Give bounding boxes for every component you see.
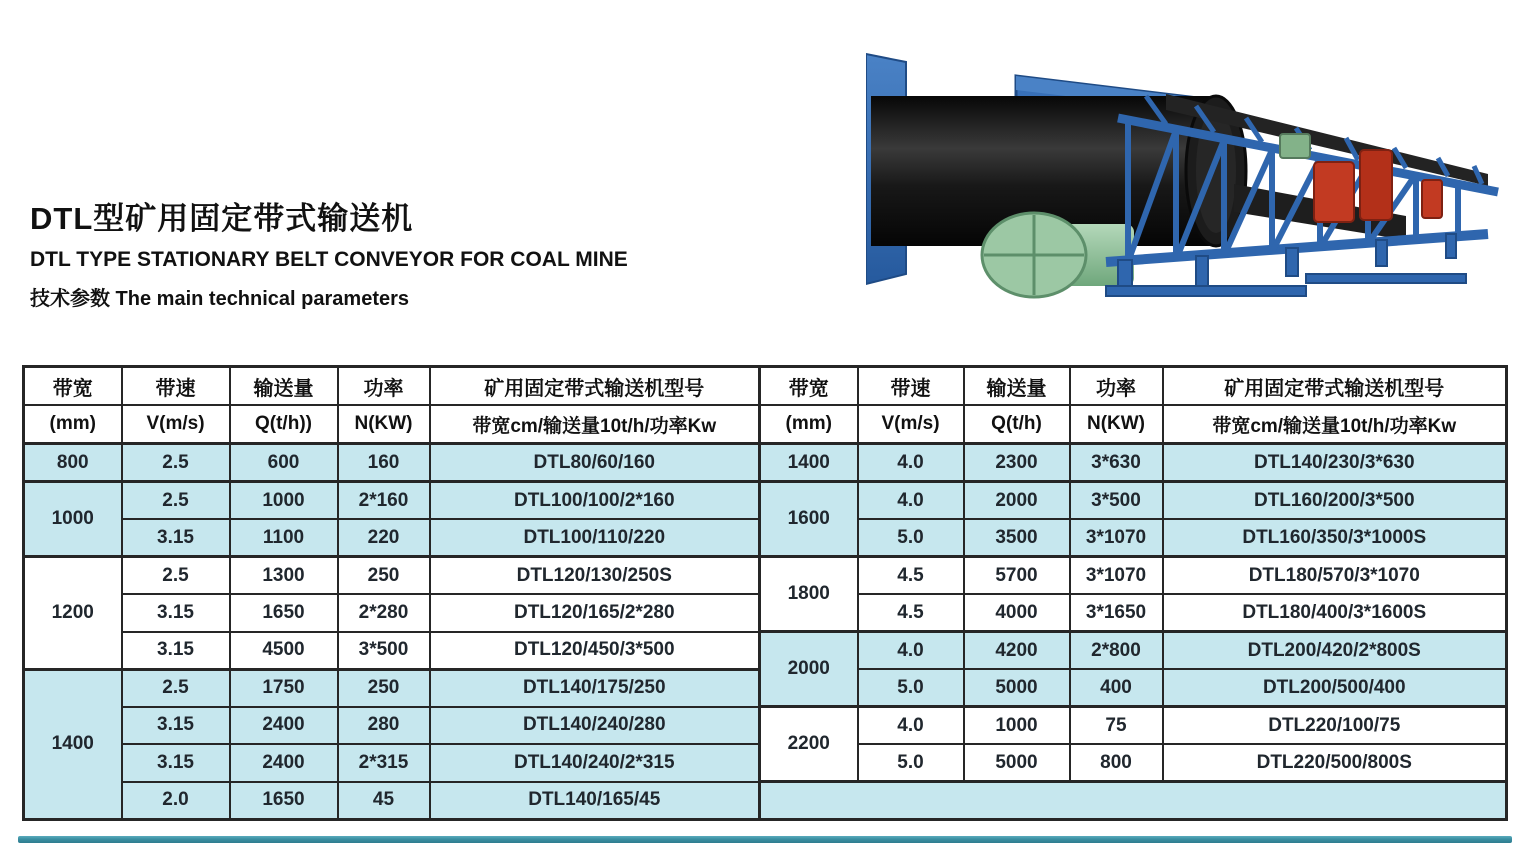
model-cell: DTL120/450/3*500 xyxy=(430,632,760,670)
header-cell: 带宽 xyxy=(24,367,122,406)
table-units-row xyxy=(24,405,1507,444)
belt-width-cell: 1600 xyxy=(760,482,858,557)
table-row xyxy=(24,444,1507,482)
speed-cell: 5.0 xyxy=(858,669,964,707)
capacity-cell: 2000 xyxy=(964,482,1070,520)
parameters-table-body xyxy=(24,444,1507,820)
power-cell: 2*280 xyxy=(338,594,430,632)
capacity-cell: 1650 xyxy=(230,594,338,632)
unit-header-cell: Q(t/h) xyxy=(964,405,1070,444)
header-cell: 矿用固定带式输送机型号 xyxy=(1163,367,1507,406)
capacity-cell: 2400 xyxy=(230,707,338,745)
capacity-cell: 1650 xyxy=(230,782,338,820)
capacity-cell: 600 xyxy=(230,444,338,482)
model-cell: DTL140/175/250 xyxy=(430,669,760,707)
capacity-cell: 1750 xyxy=(230,669,338,707)
table-row xyxy=(24,782,1507,820)
speed-cell: 3.15 xyxy=(122,707,230,745)
speed-cell: 2.5 xyxy=(122,482,230,520)
unit-header-cell: 带宽cm/输送量10t/h/功率Kw xyxy=(430,405,760,444)
capacity-cell: 2400 xyxy=(230,744,338,782)
conveyor-illustration xyxy=(866,34,1516,304)
table-row xyxy=(24,482,1507,520)
power-cell: 2*160 xyxy=(338,482,430,520)
model-cell: DTL120/165/2*280 xyxy=(430,594,760,632)
table-row xyxy=(24,557,1507,595)
power-cell: 800 xyxy=(1070,744,1163,782)
capacity-cell: 4500 xyxy=(230,632,338,670)
model-cell: DTL140/240/280 xyxy=(430,707,760,745)
page-title-en: DTL TYPE STATIONARY BELT CONVEYOR FOR COAL MINE xyxy=(30,247,628,271)
model-cell: DTL140/165/45 xyxy=(430,782,760,820)
unit-header-cell: N(KW) xyxy=(1070,405,1163,444)
header-cell: 输送量 xyxy=(230,367,338,406)
speed-cell: 3.15 xyxy=(122,744,230,782)
power-cell: 3*1070 xyxy=(1070,519,1163,557)
speed-cell: 3.15 xyxy=(122,519,230,557)
table-header-row xyxy=(24,367,1507,406)
power-cell: 250 xyxy=(338,669,430,707)
power-cell: 75 xyxy=(1070,707,1163,745)
table-row xyxy=(24,707,1507,745)
model-cell: DTL200/420/2*800S xyxy=(1163,632,1507,670)
power-cell: 45 xyxy=(338,782,430,820)
power-cell: 280 xyxy=(338,707,430,745)
model-cell: DTL160/200/3*500 xyxy=(1163,482,1507,520)
page-subtitle: 技术参数 The main technical parameters xyxy=(30,287,410,310)
power-cell: 220 xyxy=(338,519,430,557)
model-cell: DTL140/240/2*315 xyxy=(430,744,760,782)
belt-width-cell: 1800 xyxy=(760,557,858,632)
power-cell: 3*1650 xyxy=(1070,594,1163,632)
unit-header-cell: V(m/s) xyxy=(858,405,964,444)
header-cell: 输送量 xyxy=(964,367,1070,406)
unit-header-cell: (mm) xyxy=(24,405,122,444)
speed-cell: 5.0 xyxy=(858,744,964,782)
power-cell: 400 xyxy=(1070,669,1163,707)
header-cell: 带速 xyxy=(858,367,964,406)
speed-cell: 4.0 xyxy=(858,482,964,520)
title-block xyxy=(30,198,628,311)
speed-cell: 2.5 xyxy=(122,444,230,482)
table-row xyxy=(24,632,1507,670)
parameters-table xyxy=(22,365,1508,821)
model-cell: DTL140/230/3*630 xyxy=(1163,444,1507,482)
header-cell: 功率 xyxy=(1070,367,1163,406)
capacity-cell: 5000 xyxy=(964,744,1070,782)
belt-width-cell: 2000 xyxy=(760,632,858,707)
model-cell: DTL220/100/75 xyxy=(1163,707,1507,745)
capacity-cell: 3500 xyxy=(964,519,1070,557)
header-cell: 带速 xyxy=(122,367,230,406)
unit-header-cell: (mm) xyxy=(760,405,858,444)
model-cell: DTL100/100/2*160 xyxy=(430,482,760,520)
power-cell: 3*1070 xyxy=(1070,557,1163,595)
belt-width-cell: 1000 xyxy=(24,482,122,557)
unit-header-cell: N(KW) xyxy=(338,405,430,444)
unit-header-cell: 带宽cm/输送量10t/h/功率Kw xyxy=(1163,405,1507,444)
belt-width-cell: 1400 xyxy=(24,669,122,820)
belt-conveyor-photo xyxy=(866,34,1516,304)
power-cell: 3*500 xyxy=(338,632,430,670)
speed-cell: 4.0 xyxy=(858,707,964,745)
power-cell: 250 xyxy=(338,557,430,595)
speed-cell: 4.5 xyxy=(858,594,964,632)
model-cell: DTL120/130/250S xyxy=(430,557,760,595)
power-cell: 160 xyxy=(338,444,430,482)
model-cell: DTL100/110/220 xyxy=(430,519,760,557)
power-cell: 2*315 xyxy=(338,744,430,782)
bottom-divider-bar xyxy=(18,836,1512,843)
capacity-cell: 1300 xyxy=(230,557,338,595)
header-cell: 功率 xyxy=(338,367,430,406)
page-title-zh: DTL型矿用固定带式输送机 xyxy=(30,201,414,236)
capacity-cell: 4000 xyxy=(964,594,1070,632)
speed-cell: 2.0 xyxy=(122,782,230,820)
capacity-cell: 1100 xyxy=(230,519,338,557)
speed-cell: 2.5 xyxy=(122,669,230,707)
capacity-cell: 5000 xyxy=(964,669,1070,707)
model-cell: DTL80/60/160 xyxy=(430,444,760,482)
model-cell: DTL220/500/800S xyxy=(1163,744,1507,782)
capacity-cell: 2300 xyxy=(964,444,1070,482)
model-cell: DTL180/400/3*1600S xyxy=(1163,594,1507,632)
speed-cell: 3.15 xyxy=(122,632,230,670)
speed-cell: 5.0 xyxy=(858,519,964,557)
capacity-cell: 4200 xyxy=(964,632,1070,670)
speed-cell: 4.0 xyxy=(858,444,964,482)
speed-cell: 4.5 xyxy=(858,557,964,595)
speed-cell: 2.5 xyxy=(122,557,230,595)
capacity-cell: 1000 xyxy=(230,482,338,520)
power-cell: 3*500 xyxy=(1070,482,1163,520)
belt-width-cell: 1200 xyxy=(24,557,122,670)
belt-width-cell: 1400 xyxy=(760,444,858,482)
model-cell: DTL160/350/3*1000S xyxy=(1163,519,1507,557)
belt-width-cell: 800 xyxy=(24,444,122,482)
speed-cell: 4.0 xyxy=(858,632,964,670)
capacity-cell: 1000 xyxy=(964,707,1070,745)
model-cell: DTL200/500/400 xyxy=(1163,669,1507,707)
capacity-cell: 5700 xyxy=(964,557,1070,595)
parameters-table-head xyxy=(24,367,1507,444)
unit-header-cell: V(m/s) xyxy=(122,405,230,444)
header-cell: 矿用固定带式输送机型号 xyxy=(430,367,760,406)
power-cell: 3*630 xyxy=(1070,444,1163,482)
unit-header-cell: Q(t/h)) xyxy=(230,405,338,444)
header-cell: 带宽 xyxy=(760,367,858,406)
model-cell: DTL180/570/3*1070 xyxy=(1163,557,1507,595)
belt-width-cell: 2200 xyxy=(760,707,858,782)
power-cell: 2*800 xyxy=(1070,632,1163,670)
empty-cell xyxy=(760,782,1507,820)
speed-cell: 3.15 xyxy=(122,594,230,632)
